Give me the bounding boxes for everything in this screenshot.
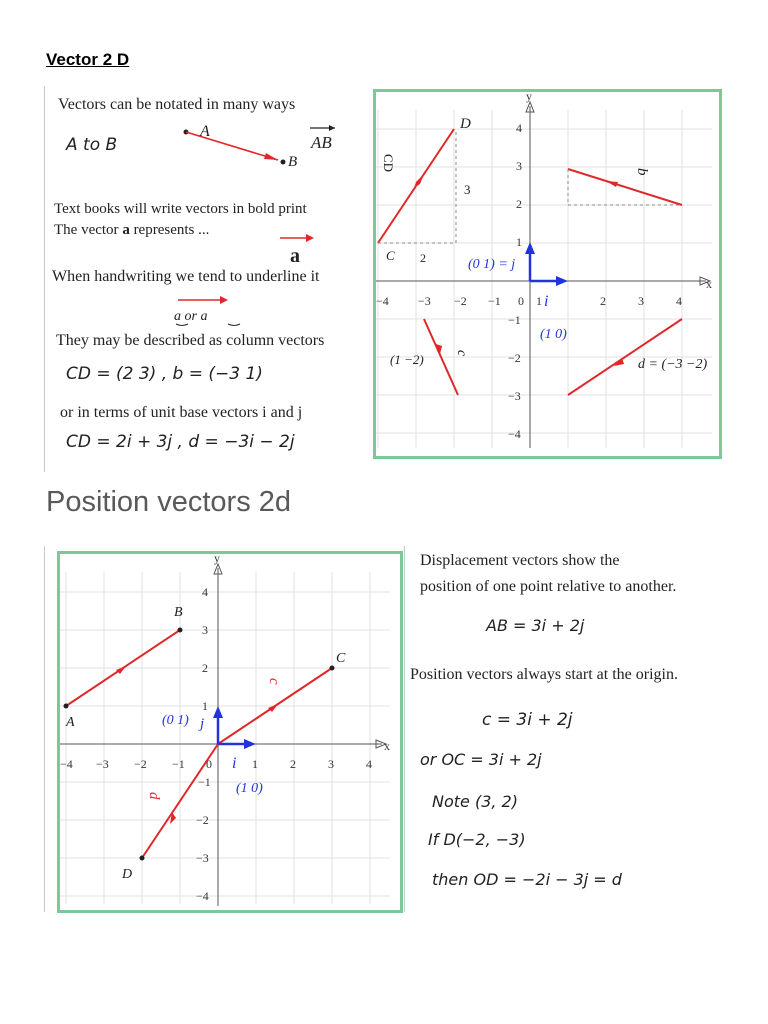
svg-text:3: 3: [202, 623, 208, 637]
point-b-label: B: [288, 154, 298, 170]
bold-line-post: represents ...: [129, 222, 210, 238]
i-label: i: [544, 293, 549, 310]
svg-text:−3: −3: [418, 294, 431, 308]
svg-text:2: 2: [516, 197, 522, 211]
svg-text:0: 0: [518, 294, 524, 308]
point-a-label-2: A: [66, 715, 75, 730]
displacement-line1: Displacement vectors show the: [420, 552, 620, 569]
origin-line: Position vectors always start at the origin.: [410, 666, 678, 683]
column-vectors-text: They may be described as column vectors: [56, 332, 325, 349]
left-panel-edge: [44, 86, 45, 472]
bold-line-pre: The vector: [54, 222, 123, 238]
svg-text:−1: −1: [198, 775, 211, 789]
c-label: c: [454, 350, 469, 357]
svg-text:1: 1: [252, 757, 258, 771]
point-c-label: C: [386, 248, 395, 263]
svg-text:2: 2: [290, 757, 296, 771]
oc-expression: or OC = 3i + 2j: [420, 750, 542, 769]
axis-y-label: y: [526, 92, 532, 103]
bold-a-arrow: [278, 232, 318, 268]
svg-text:−4: −4: [376, 294, 389, 308]
point-b-label-2: B: [174, 605, 183, 620]
bold-letter-a: a: [122, 222, 130, 238]
d-vector-label: d: [146, 792, 162, 800]
svg-text:0: 0: [206, 757, 212, 771]
svg-text:3: 3: [516, 159, 522, 173]
vector-graph: [376, 92, 719, 456]
od-expression: then OD = −2i − 3j = d: [432, 870, 622, 889]
svg-text:4: 4: [676, 294, 682, 308]
ab-notation: AB: [311, 133, 332, 152]
right-notes-edge: [404, 546, 405, 912]
svg-text:−2: −2: [134, 757, 147, 771]
ab-arrow-diagram: [180, 122, 340, 172]
svg-text:−1: −1: [172, 757, 185, 771]
svg-text:−2: −2: [196, 813, 209, 827]
svg-text:2: 2: [600, 294, 606, 308]
point-a-label: A: [200, 123, 210, 140]
i-label-2: i: [232, 755, 237, 772]
a-to-b-text: A to B: [66, 135, 118, 155]
svg-text:4: 4: [516, 121, 522, 135]
svg-text:−4: −4: [508, 427, 521, 441]
axis-x-label: x: [706, 277, 712, 291]
svg-text:3: 3: [328, 757, 334, 771]
svg-text:−2: −2: [508, 351, 521, 365]
svg-text:−4: −4: [60, 757, 73, 771]
bold-print-text: Text books will write vectors in bold print: [54, 201, 307, 217]
run-label: 2: [420, 251, 426, 265]
point-c-label-2: C: [336, 651, 346, 666]
displacement-line2: position of one point relative to another.: [420, 578, 677, 595]
svg-text:3: 3: [638, 294, 644, 308]
svg-text:−4: −4: [196, 889, 209, 903]
note-coordinates: Note (3, 2): [432, 792, 518, 811]
svg-text:−3: −3: [196, 851, 209, 865]
ab-expression: AB = 3i + 2j: [486, 616, 585, 635]
rise-label: 3: [464, 182, 471, 197]
cd-side-label: CD: [381, 154, 396, 173]
c-column-label: (1 −2): [390, 352, 424, 367]
if-d-coordinates: If D(−2, −3): [428, 830, 526, 849]
svg-text:4: 4: [366, 757, 372, 771]
svg-text:1: 1: [202, 699, 208, 713]
j-column-label-2: (0 1): [162, 713, 189, 728]
axis-x-label-2: x: [384, 739, 390, 753]
point-d-label-2: D: [122, 867, 133, 882]
b-label: b: [634, 168, 650, 176]
handwriting-text: When handwriting we tend to underline it: [52, 268, 320, 285]
axis-y-label-2: y: [214, 554, 220, 565]
bold-vector-line: [54, 222, 209, 239]
svg-text:4: 4: [202, 585, 208, 599]
svg-text:−1: −1: [508, 313, 521, 327]
column-vector-expr: CD = (2 3) , b = (−3 1): [66, 364, 263, 384]
underline-forms: [170, 292, 250, 328]
c-vector-label: c: [266, 678, 282, 685]
underline-forms-text: a or a: [174, 309, 208, 324]
svg-text:2: 2: [202, 661, 208, 675]
left-graph-edge: [44, 546, 45, 912]
point-d-label: D: [460, 116, 471, 132]
svg-text:−2: −2: [454, 294, 467, 308]
d-label: d = (−3 −2): [638, 357, 708, 372]
svg-text:1: 1: [536, 294, 542, 308]
j-label: (0 1) = j: [468, 257, 516, 272]
bold-a-symbol: a: [290, 245, 300, 267]
i-column-label: (1 0): [540, 327, 567, 342]
j-label-2: j: [200, 716, 205, 732]
c-expression: c = 3i + 2j: [482, 710, 573, 730]
notation-intro: Vectors can be notated in many ways: [58, 96, 296, 113]
section-heading: Vector 2 D: [46, 50, 130, 69]
vector-b: [568, 169, 682, 205]
svg-text:−3: −3: [96, 757, 109, 771]
position-graph: [60, 554, 400, 910]
svg-text:−3: −3: [508, 389, 521, 403]
unit-vector-expr: CD = 2i + 3j , d = −3i − 2j: [66, 432, 295, 452]
unit-vectors-text: or in terms of unit base vectors i and j: [60, 404, 303, 421]
svg-text:−1: −1: [488, 294, 501, 308]
i-column-label-2: (1 0): [236, 781, 263, 796]
svg-text:1: 1: [516, 235, 522, 249]
section-title: Position vectors 2d: [46, 486, 292, 518]
